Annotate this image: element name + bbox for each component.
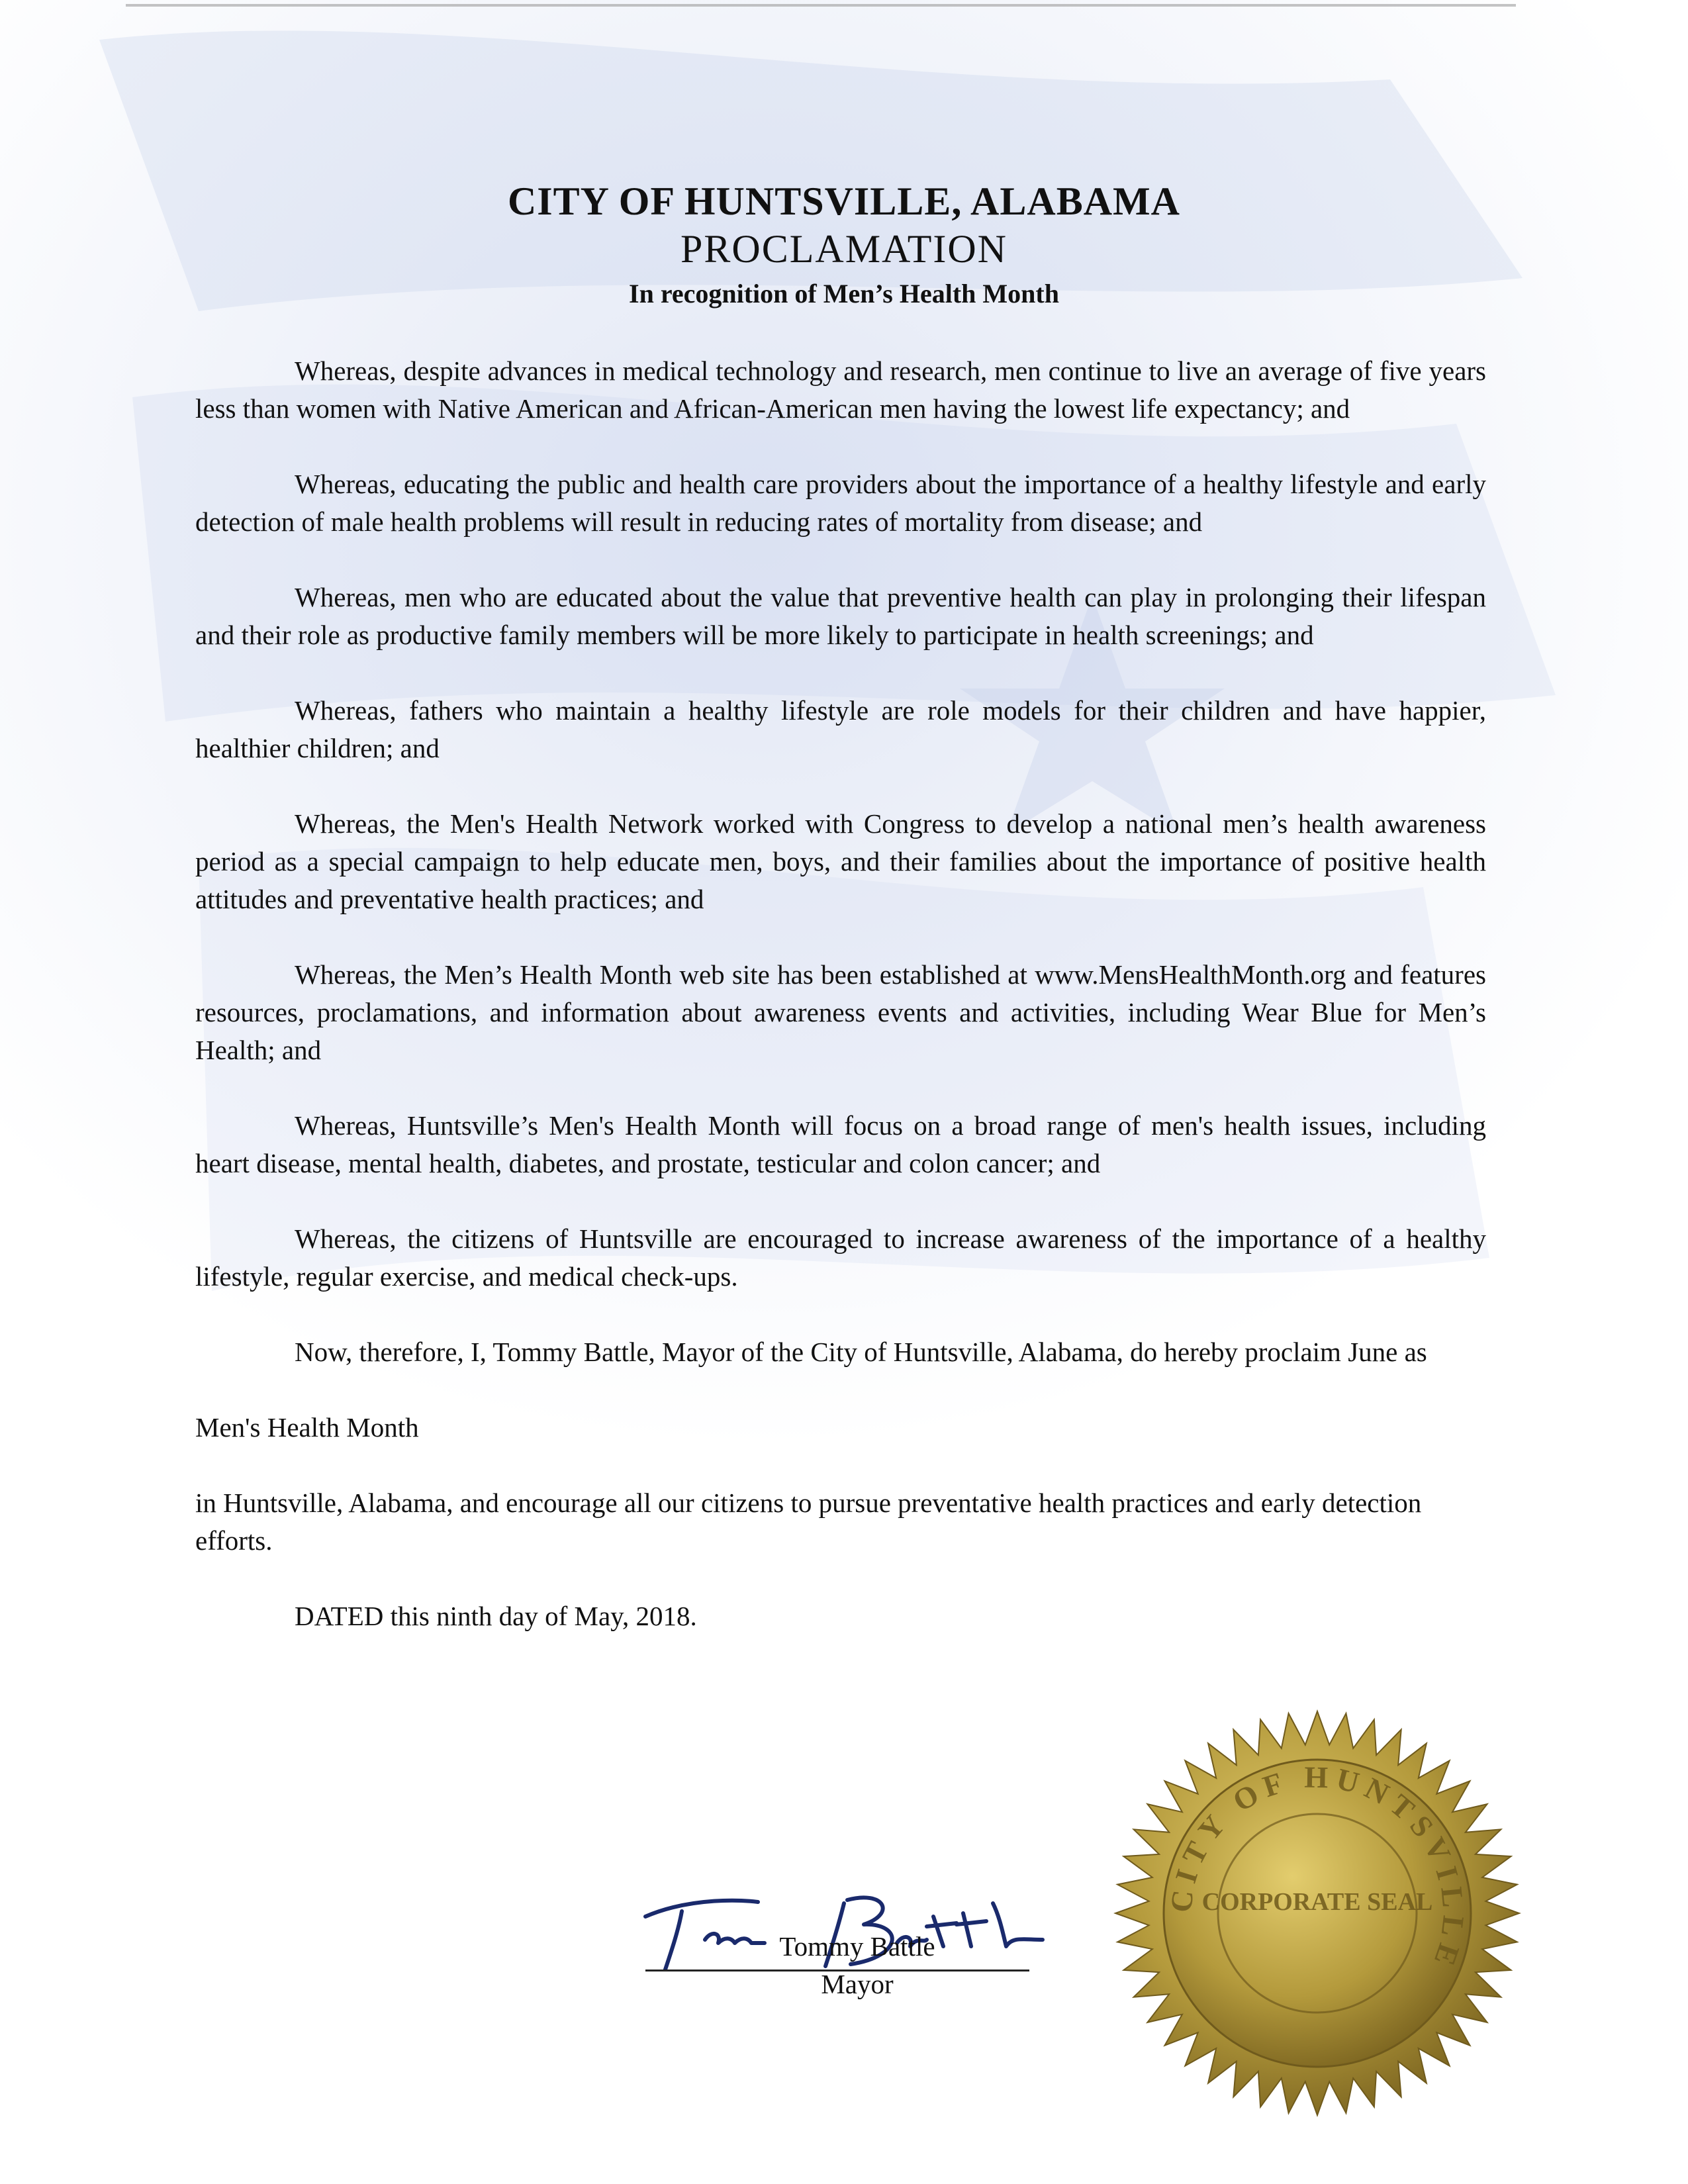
whereas-paragraph: Whereas, fathers who maintain a healthy lifestyle are role models for their children and have happier, healthier children; and [195,695,1486,763]
whereas-paragraph: Whereas, educating the public and health care providers about the importance of a healthy lifestyle and early detection of male health problems will result in reducing rates of mortality from disease; and [195,469,1486,537]
closing-paragraph: in Huntsville, Alabama, and encourage all our citizens to pursue preventative health practices and early detection efforts. [195,1488,1422,1556]
document-header [0,177,1688,315]
seal-ring-text: CITY OF HUNTSVILLE [1164,1760,1471,1976]
whereas-paragraph: Whereas, despite advances in medical technology and research, men continue to live an average of five years less than women with Native American and African-American men having the lowest life expectancy; and [195,356,1486,424]
document-subtitle: PROCLAMATION [680,227,1008,271]
proclaim-paragraph: Now, therefore, I, Tommy Battle, Mayor of the City of Huntsville, Alabama, do hereby proclaim June as [295,1337,1427,1367]
proclamation-body [195,352,1486,1635]
whereas-paragraph: Whereas, the citizens of Huntsville are encouraged to increase awareness of the importance of a healthy lifestyle, regular exercise, and medical check-ups. [195,1223,1486,1292]
proclaimed-name: Men's Health Month [195,1412,419,1443]
signer-title: Mayor [821,1969,894,1999]
scan-edge-line [126,4,1516,7]
seal-center-text: CORPORATE SEAL [1201,1888,1433,1916]
whereas-paragraph: Whereas, Huntsville’s Men's Health Month will focus on a broad range of men's health issues, including heart disease, mental health, diabetes, and prostate, testicular and colon cancer; and [195,1110,1486,1178]
document-title: CITY OF HUNTSVILLE, ALABAMA [507,179,1181,223]
whereas-paragraph: Whereas, the Men’s Health Month web site has been established at www.MensHealthMonth.org and features resources, proclamations, and information about awareness events and activities, including Wear Blue for Men’s Health; and [195,959,1486,1065]
dated-line: DATED this ninth day of May, 2018. [295,1601,697,1631]
signer-name: Tommy Battle [779,1931,935,1962]
document-subject: In recognition of Men’s Health Month [629,279,1059,309]
signer-block [725,1928,990,2003]
gold-seal [1112,1708,1523,2118]
whereas-paragraph: Whereas, men who are educated about the value that preventive health can play in prolonging their lifespan and their role as productive family members will be more likely to participate in health screenings; and [195,582,1486,650]
whereas-paragraph: Whereas, the Men's Health Network worked with Congress to develop a national men’s health awareness period as a special campaign to help educate men, boys, and their families about the importance of positive health attitudes and preventative health practices; and [195,808,1486,914]
